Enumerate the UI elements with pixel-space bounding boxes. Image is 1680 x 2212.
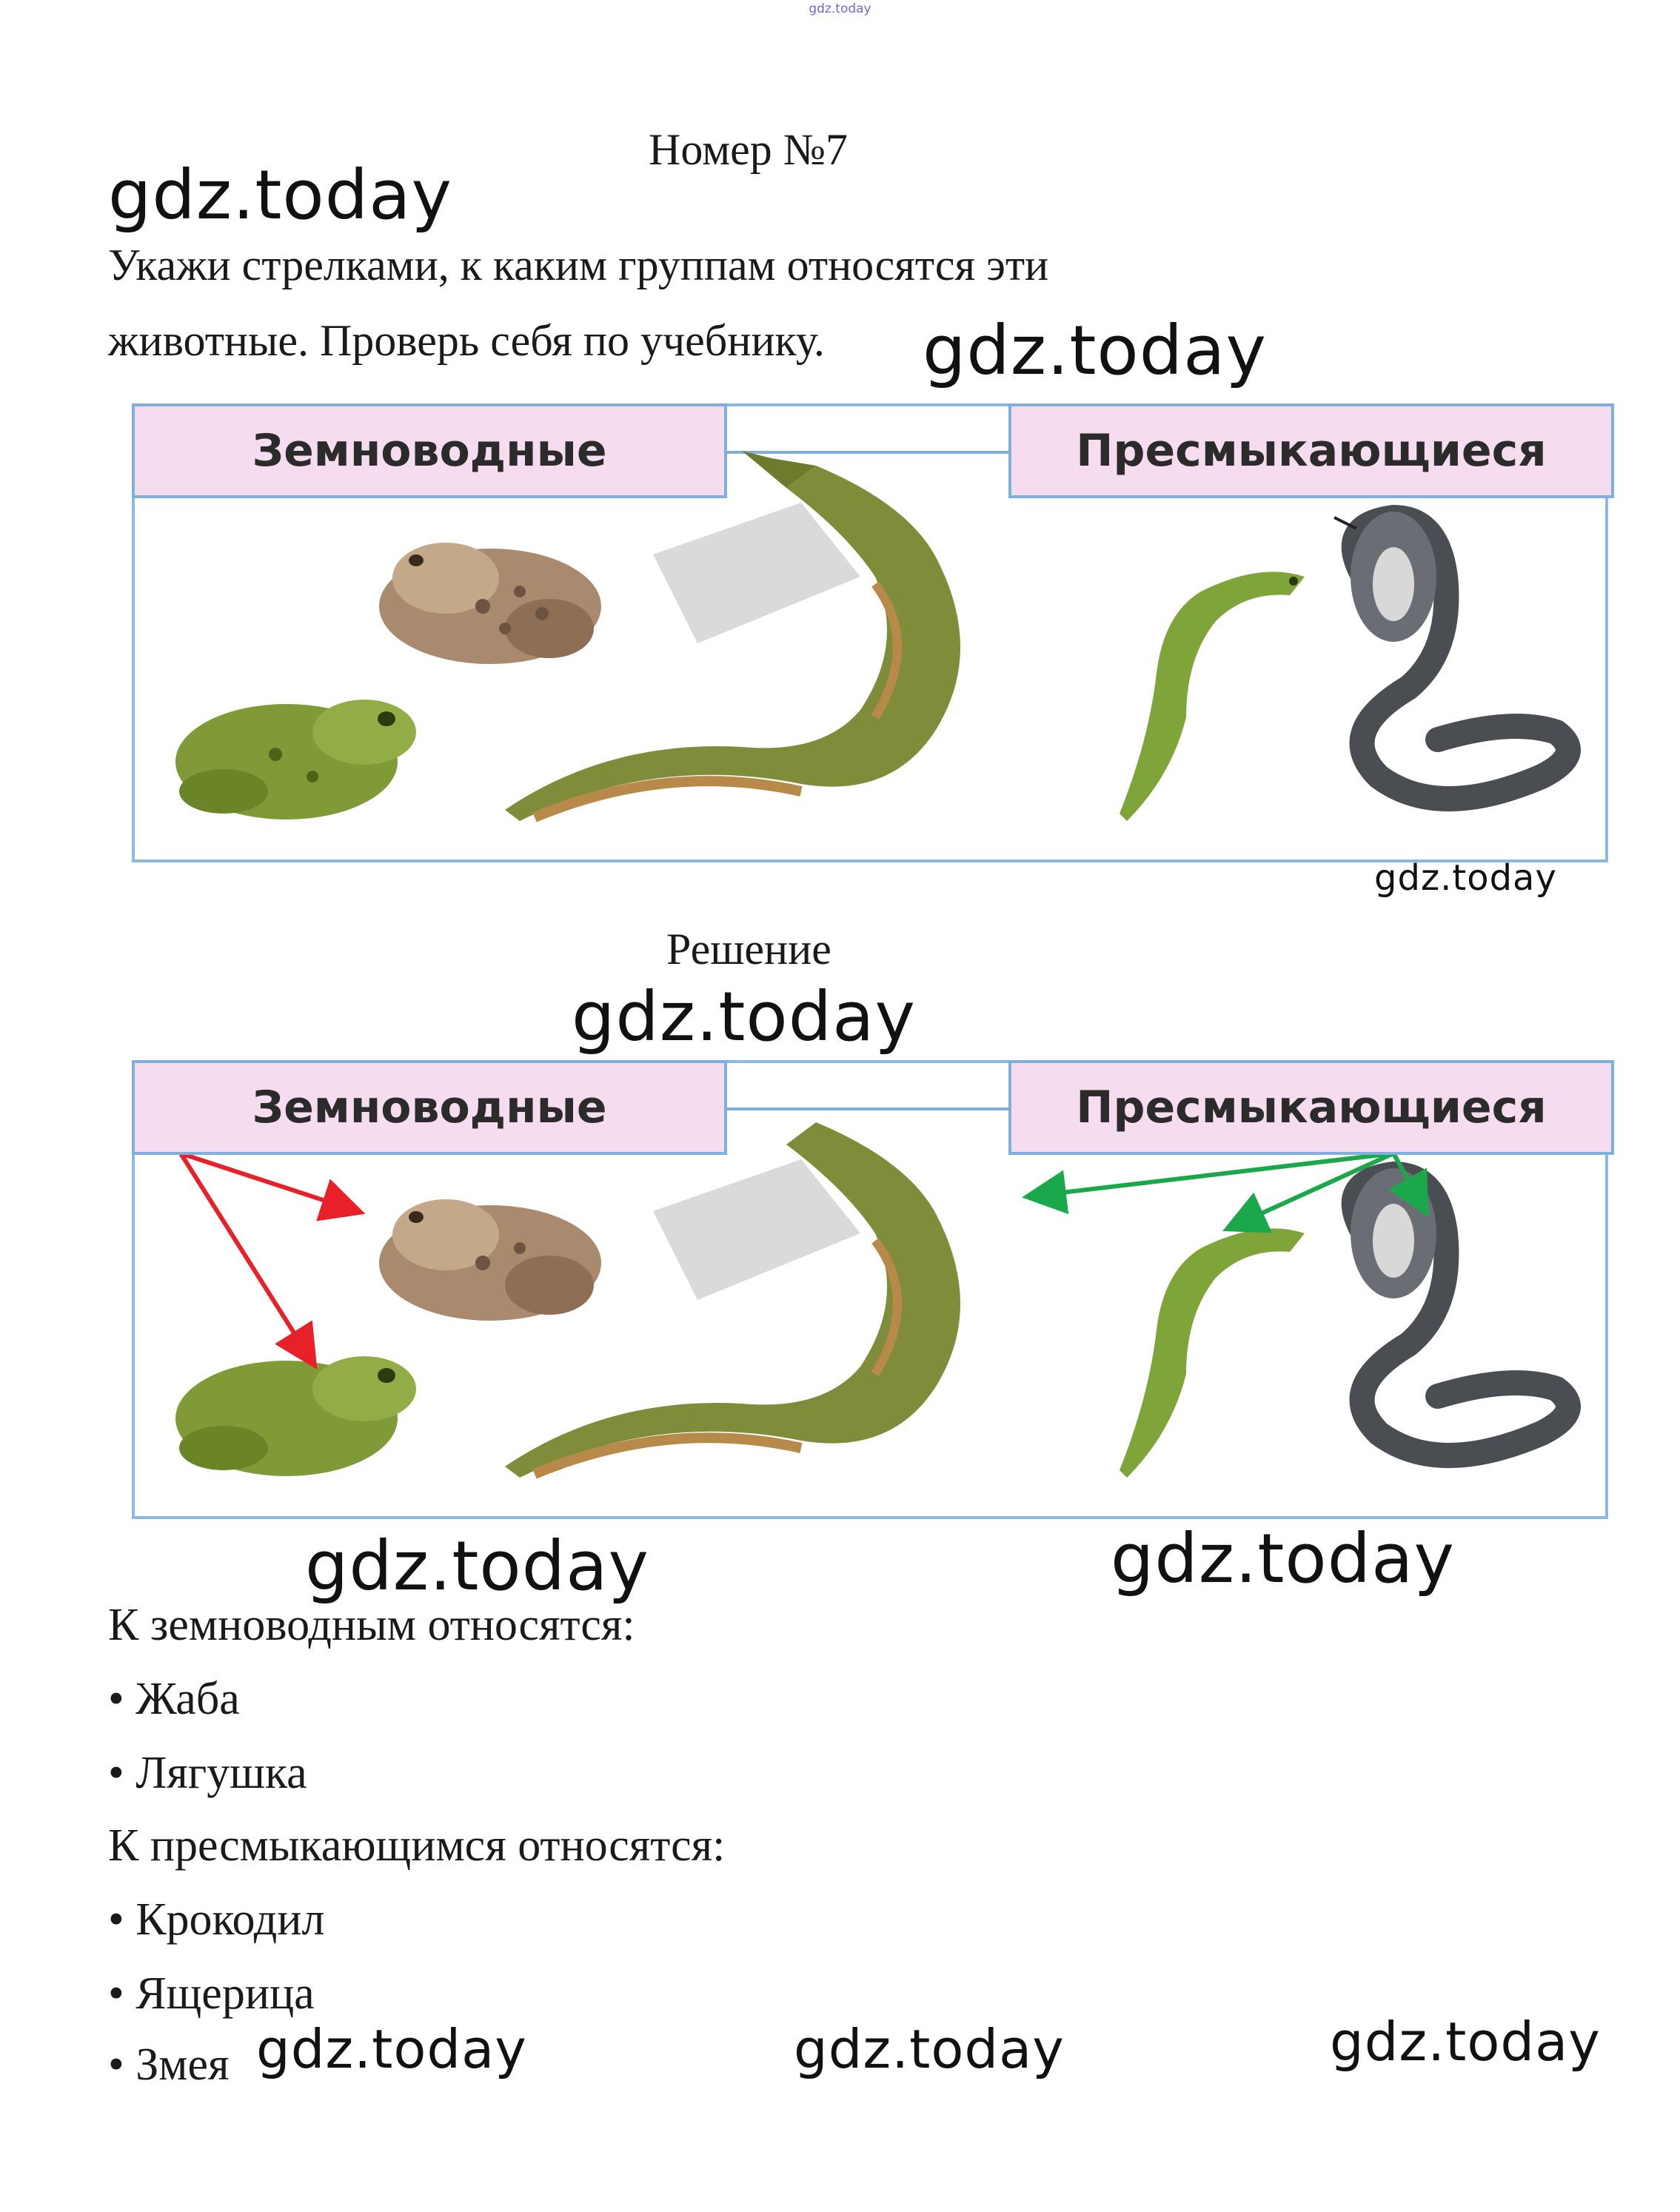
list-item: • Лягушка [108,1748,307,1798]
list-item: • Крокодил [108,1894,325,1945]
arrow-amphibians-toad [181,1153,357,1211]
solution-title: Решение [666,925,831,973]
top-watermark: gdz.today [809,1,871,16]
animals-panel-solution [132,1060,1608,1519]
toad-icon [379,543,601,664]
watermark: gdz.today [1330,2011,1601,2073]
group-label-amphibians: Земноводные [132,1060,727,1155]
arrow-amphibians-frog [181,1153,312,1362]
watermark: gdz.today [1111,1519,1455,1598]
frog-icon [175,700,416,820]
watermark: gdz.today [923,311,1267,390]
watermark: gdz.today [1374,857,1557,899]
task-line-1: Укажи стрелками, к каким группам относятся эти [108,241,1049,289]
lizard-icon [1120,572,1305,821]
watermark: gdz.today [305,1526,649,1606]
arrow-reptiles-crocodile [1031,1153,1393,1196]
list-item: • Ящерица [108,1968,315,2019]
group-label-amphibians: Земноводные [132,403,727,498]
group-label-reptiles: Пресмыкающиеся [1008,1060,1614,1155]
task-line-2: животные. Проверь себя по учебнику. [108,316,825,365]
watermark: gdz.today [256,2018,527,2080]
cobra-icon [1334,512,1568,799]
problem-title: Номер №7 [649,125,849,174]
list-item: • Жаба [108,1674,240,1724]
animals-panel-task [132,403,1608,862]
cobra-icon [1351,1168,1568,1455]
reptiles-heading: К пресмыкающимся относятся: [108,1820,726,1871]
watermark: gdz.today [794,2018,1065,2080]
frog-icon [175,1356,416,1476]
group-label-reptiles: Пресмыкающиеся [1008,403,1614,498]
list-item: • Змея [108,2040,230,2090]
watermark: gdz.today [108,155,452,235]
toad-icon [379,1199,601,1321]
amphibians-heading: К земноводным относятся: [108,1600,635,1650]
watermark: gdz.today [572,977,916,1056]
lizard-icon [1120,1228,1305,1478]
